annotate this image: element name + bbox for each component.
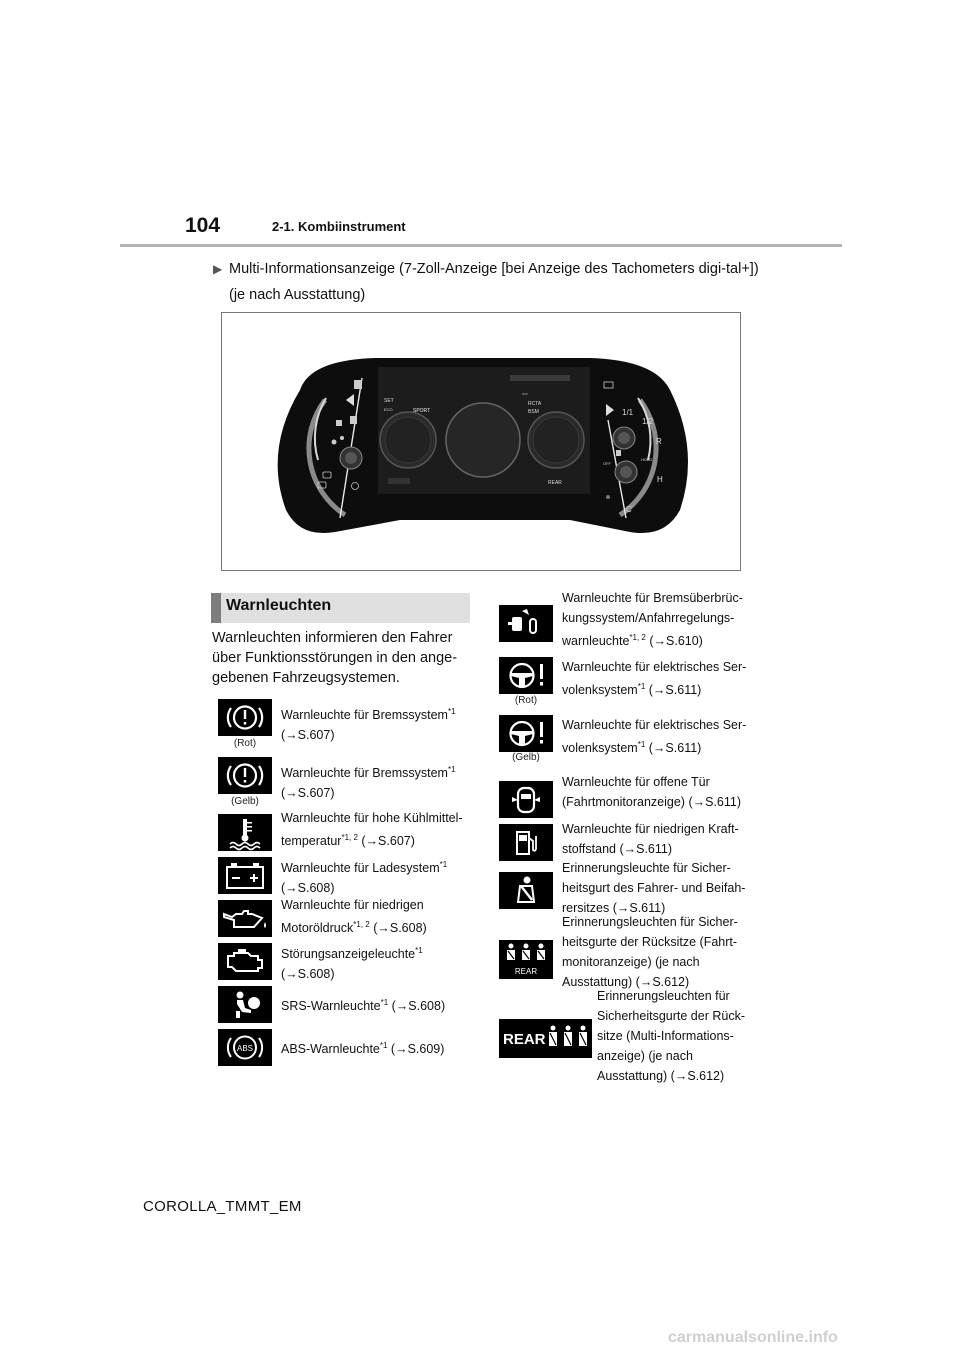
intro-text: Multi-Informationsanzeige (7-Zoll-Anzeige [bei Anzeige des Tachometers digi-tal+]) (je nach Ausstattung) (229, 261, 759, 303)
right-item-4-text: Warnleuchte für niedrigen Kraft- stoffstand (→S.611) (562, 822, 739, 856)
left-item-1-text: Warnleuchte für Bremssystem$^{*1}$ (→S.607) (281, 765, 456, 801)
gauge-frac-label: 1/1 (622, 408, 634, 417)
section-description: Warnleuchten informieren den Fahrer über Funktionsstörungen in den ange-gebenen Fahrzeugsystemen. (212, 630, 458, 686)
instrument-cluster-illustration (270, 350, 694, 538)
steering-wheel-red-icon (499, 657, 553, 694)
right-item-0-text: Warnleuchte für Bremsüberbrüc- kungssystem/Anfahrregelungs- warnleuchte$^{*1, 2}$ (→S.610) (562, 591, 743, 649)
abs-icon-text: ABS (236, 1044, 254, 1053)
gauge-c-label: C (626, 505, 632, 514)
screen-rear-label: REAR (548, 480, 562, 486)
gauge-off-label: OFF (603, 461, 611, 466)
right-item-7-text: Erinnerungsleuchten für Sicherheitsgurte der Rück- sitze (Multi-Informations- anzeige) (je nach Ausstattung) (→S.612) (597, 989, 745, 1083)
gauge-h-label: H (657, 475, 663, 484)
battery-icon (218, 857, 272, 894)
right-item-3-text: Warnleuchte für offene Tür (Fahrtmonitoranzeige) (→S.611) (562, 775, 742, 809)
rear-icon-text: REAR (514, 967, 538, 976)
seatbelt-icon (499, 872, 553, 909)
fuel-pump-icon (499, 824, 553, 861)
icon-caption: (Gelb) (231, 796, 259, 807)
open-door-icon (499, 781, 553, 818)
right-item-6-text: Erinnerungsleuchten für Sicher- heitsgurte der Rücksitze (Fahrt- monitoranzeige) (je nach Ausstattung) (→S.612) (562, 915, 738, 989)
screen-off-label: OFF (522, 392, 528, 396)
heading-bar (211, 593, 221, 623)
rear-seatbelt-mid-icon (499, 1019, 592, 1058)
section-heading-text: Warnleuchten (226, 597, 332, 614)
left-item-2-text: Warnleuchte für hohe Kühlmittel- temperatur$^{*1, 2}$ (→S.607) (281, 811, 463, 849)
icon-caption: (Gelb) (512, 752, 540, 763)
left-item-4-text: Warnleuchte für niedrigen Motoröldruck$^{*1, 2}$ (→S.608) (281, 898, 427, 936)
icon-caption: (Rot) (514, 695, 538, 706)
screen-rcta-label: RCTA (528, 401, 542, 407)
screen-sport-label: SPORT (413, 408, 431, 414)
left-item-0-text: Warnleuchte für Bremssystem$^{*1}$ (→S.607) (281, 707, 456, 743)
brake-system-yellow-icon (218, 757, 272, 794)
oil-pressure-icon (218, 900, 272, 937)
gauge-r-label: R (656, 437, 662, 446)
srs-airbag-icon (218, 986, 272, 1023)
rear-mid-icon-text: REAR (503, 1031, 546, 1048)
right-item-5-text: Erinnerungsleuchte für Sicher- heitsgurt des Fahrer- und Beifah- rersitzes (→S.611) (562, 861, 746, 915)
left-item-5-text: Störungsanzeigeleuchte$^{*1}$ (→S.608) (281, 946, 423, 982)
engine-check-icon (218, 943, 272, 980)
left-item-3-text: Warnleuchte für Ladesystem$^{*1}$ (→S.608) (281, 860, 448, 896)
gauge-half-label: 1/2 (642, 417, 654, 426)
left-item-6-text: SRS-Warnleuchte$^{*1}$ (→S.608) (281, 998, 446, 1014)
abs-icon (218, 1029, 272, 1066)
steering-wheel-yellow-icon (499, 715, 553, 752)
coolant-temperature-icon (218, 814, 272, 851)
watermark: carmanualsonline.info (668, 1329, 838, 1346)
right-item-2-text: Warnleuchte für elektrisches Ser- volenksystem$^{*1}$ (→S.611) (562, 718, 747, 756)
gauge-hold-label: HOLD (641, 457, 653, 462)
right-item-1-text: Warnleuchte für elektrisches Ser- volenksystem$^{*1}$ (→S.611) (562, 660, 747, 698)
bullet-arrow-icon: ▶ (213, 262, 223, 276)
rear-seatbelt-icon (499, 940, 553, 979)
page-number: 104 (185, 214, 221, 237)
document-footer: COROLLA_TMMT_EM (143, 1198, 302, 1215)
icon-caption: (Rot) (233, 738, 257, 749)
screen-bsm-label: BSM (528, 409, 539, 415)
screen-set-label: SET (384, 398, 394, 404)
header-rule (120, 244, 842, 247)
section-title: 2-1. Kombiinstrument (272, 219, 406, 234)
brake-override-icon (499, 605, 553, 642)
screen-eco-label: ECO (384, 407, 393, 412)
brake-system-red-icon (218, 699, 272, 736)
section-heading (211, 593, 470, 623)
left-item-7-text: ABS-Warnleuchte$^{*1}$ (→S.609) (281, 1041, 445, 1057)
